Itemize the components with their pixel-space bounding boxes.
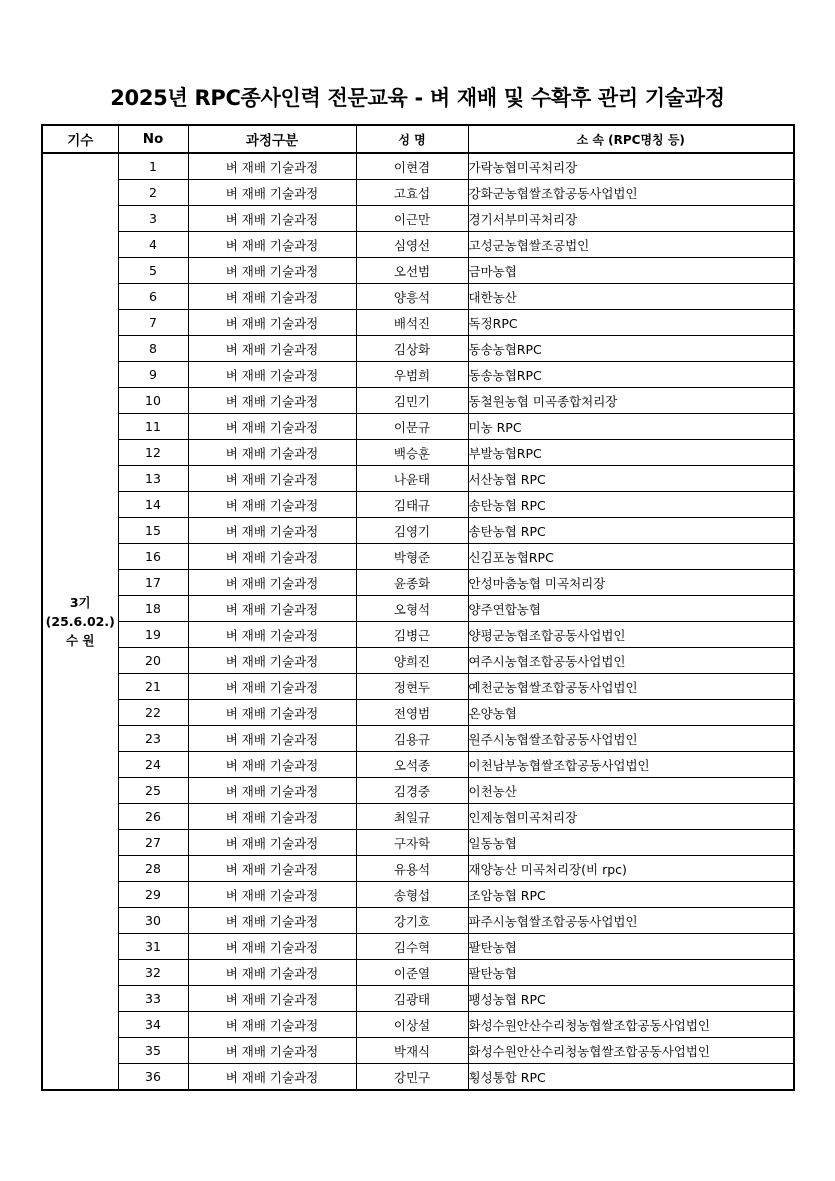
- table-row: [42, 362, 794, 388]
- header-name: 성 명: [356, 125, 468, 153]
- affiliation-cell: 서산농협 RPC: [468, 466, 794, 492]
- affiliation-cell: 팽성농협 RPC: [468, 986, 794, 1012]
- table-row: [42, 310, 794, 336]
- table-row: [42, 856, 794, 882]
- table-row: [42, 440, 794, 466]
- row-number-cell: 18: [118, 596, 188, 622]
- course-cell: 벼 재배 기술과정: [188, 674, 356, 700]
- course-cell: 벼 재배 기술과정: [188, 726, 356, 752]
- table-row: [42, 206, 794, 232]
- row-number-cell: 9: [118, 362, 188, 388]
- participant-table: [41, 124, 795, 1091]
- affiliation-cell: 일동농협: [468, 830, 794, 856]
- course-cell: 벼 재배 기술과정: [188, 466, 356, 492]
- name-cell: 심영선: [356, 232, 468, 258]
- row-number-cell: 4: [118, 232, 188, 258]
- course-cell: 벼 재배 기술과정: [188, 856, 356, 882]
- table-row: [42, 882, 794, 908]
- header-generation: 기수: [42, 125, 118, 153]
- name-cell: 김태규: [356, 492, 468, 518]
- name-cell: 오석종: [356, 752, 468, 778]
- row-number-cell: 8: [118, 336, 188, 362]
- row-number-cell: 7: [118, 310, 188, 336]
- name-cell: 김민기: [356, 388, 468, 414]
- name-cell: 배석진: [356, 310, 468, 336]
- table-row: [42, 153, 794, 180]
- name-cell: 이상설: [356, 1012, 468, 1038]
- course-cell: 벼 재배 기술과정: [188, 882, 356, 908]
- row-number-cell: 10: [118, 388, 188, 414]
- name-cell: 김용규: [356, 726, 468, 752]
- row-number-cell: 6: [118, 284, 188, 310]
- header-affiliation: 소 속 (RPC명칭 등): [468, 125, 794, 153]
- affiliation-cell: 팔탄농협: [468, 960, 794, 986]
- table-row: [42, 180, 794, 206]
- affiliation-cell: 예천군농협쌀조합공동사업법인: [468, 674, 794, 700]
- name-cell: 정현두: [356, 674, 468, 700]
- affiliation-cell: 여주시농협조합공동사업법인: [468, 648, 794, 674]
- affiliation-cell: 독정RPC: [468, 310, 794, 336]
- name-cell: 이현겸: [356, 153, 468, 180]
- table-row: [42, 466, 794, 492]
- name-cell: 이준열: [356, 960, 468, 986]
- course-cell: 벼 재배 기술과정: [188, 336, 356, 362]
- row-number-cell: 32: [118, 960, 188, 986]
- table-row: [42, 934, 794, 960]
- affiliation-cell: 가락농협미곡처리장: [468, 153, 794, 180]
- table-row: [42, 414, 794, 440]
- course-cell: 벼 재배 기술과정: [188, 778, 356, 804]
- table-row: [42, 960, 794, 986]
- row-number-cell: 36: [118, 1064, 188, 1091]
- table-row: [42, 700, 794, 726]
- table-row: [42, 544, 794, 570]
- row-number-cell: 5: [118, 258, 188, 284]
- table-row: [42, 752, 794, 778]
- document-title: 2025년 RPC종사인력 전문교육 - 벼 재배 및 수확후 관리 기술과정: [110, 86, 725, 110]
- table-row: [42, 648, 794, 674]
- table-row: [42, 674, 794, 700]
- generation-cell: [42, 153, 118, 1090]
- affiliation-cell: 고성군농협쌀조공법인: [468, 232, 794, 258]
- course-cell: 벼 재배 기술과정: [188, 908, 356, 934]
- affiliation-cell: 화성수원안산수리청농협쌀조합공동사업법인: [468, 1012, 794, 1038]
- course-cell: 벼 재배 기술과정: [188, 700, 356, 726]
- affiliation-cell: 양주연합농협: [468, 596, 794, 622]
- affiliation-cell: 온양농협: [468, 700, 794, 726]
- course-cell: 벼 재배 기술과정: [188, 492, 356, 518]
- name-cell: 송형섭: [356, 882, 468, 908]
- course-cell: 벼 재배 기술과정: [188, 232, 356, 258]
- row-number-cell: 21: [118, 674, 188, 700]
- row-number-cell: 12: [118, 440, 188, 466]
- name-cell: 김수혁: [356, 934, 468, 960]
- row-number-cell: 20: [118, 648, 188, 674]
- name-cell: 고효섭: [356, 180, 468, 206]
- name-cell: 오선범: [356, 258, 468, 284]
- table-row: [42, 518, 794, 544]
- course-cell: 벼 재배 기술과정: [188, 622, 356, 648]
- name-cell: 유용석: [356, 856, 468, 882]
- course-cell: 벼 재배 기술과정: [188, 986, 356, 1012]
- row-number-cell: 24: [118, 752, 188, 778]
- course-cell: 벼 재배 기술과정: [188, 518, 356, 544]
- row-number-cell: 35: [118, 1038, 188, 1064]
- course-cell: 벼 재배 기술과정: [188, 388, 356, 414]
- affiliation-cell: 미농 RPC: [468, 414, 794, 440]
- affiliation-cell: 양평군농협조합공동사업법인: [468, 622, 794, 648]
- name-cell: 이근만: [356, 206, 468, 232]
- course-cell: 벼 재배 기술과정: [188, 206, 356, 232]
- name-cell: 윤종화: [356, 570, 468, 596]
- affiliation-cell: 안성마춤농협 미곡처리장: [468, 570, 794, 596]
- row-number-cell: 11: [118, 414, 188, 440]
- name-cell: 김병근: [356, 622, 468, 648]
- table-row: [42, 778, 794, 804]
- table-row: [42, 1012, 794, 1038]
- course-cell: 벼 재배 기술과정: [188, 362, 356, 388]
- affiliation-cell: 동철원농협 미곡종합처리장: [468, 388, 794, 414]
- row-number-cell: 23: [118, 726, 188, 752]
- table-row: [42, 232, 794, 258]
- row-number-cell: 25: [118, 778, 188, 804]
- name-cell: 양흥석: [356, 284, 468, 310]
- row-number-cell: 31: [118, 934, 188, 960]
- row-number-cell: 2: [118, 180, 188, 206]
- affiliation-cell: 동송농협RPC: [468, 362, 794, 388]
- generation-line1: 3기: [69, 595, 91, 610]
- row-number-cell: 1: [118, 153, 188, 180]
- table-row: [42, 284, 794, 310]
- row-number-cell: 3: [118, 206, 188, 232]
- table-row: [42, 1064, 794, 1091]
- affiliation-cell: 송탄농협 RPC: [468, 518, 794, 544]
- name-cell: 박재식: [356, 1038, 468, 1064]
- table-row: [42, 388, 794, 414]
- row-number-cell: 26: [118, 804, 188, 830]
- course-cell: 벼 재배 기술과정: [188, 414, 356, 440]
- row-number-cell: 22: [118, 700, 188, 726]
- course-cell: 벼 재배 기술과정: [188, 1038, 356, 1064]
- name-cell: 오형석: [356, 596, 468, 622]
- row-number-cell: 16: [118, 544, 188, 570]
- name-cell: 전영범: [356, 700, 468, 726]
- name-cell: 이문규: [356, 414, 468, 440]
- name-cell: 김광태: [356, 986, 468, 1012]
- affiliation-cell: 원주시농협쌀조합공동사업법인: [468, 726, 794, 752]
- name-cell: 우범희: [356, 362, 468, 388]
- name-cell: 최일규: [356, 804, 468, 830]
- course-cell: 벼 재배 기술과정: [188, 570, 356, 596]
- course-cell: 벼 재배 기술과정: [188, 960, 356, 986]
- row-number-cell: 34: [118, 1012, 188, 1038]
- affiliation-cell: 인제농협미곡처리장: [468, 804, 794, 830]
- name-cell: 양희진: [356, 648, 468, 674]
- affiliation-cell: 이천남부농협쌀조합공동사업법인: [468, 752, 794, 778]
- table-row: [42, 336, 794, 362]
- name-cell: 김영기: [356, 518, 468, 544]
- course-cell: 벼 재배 기술과정: [188, 596, 356, 622]
- affiliation-cell: 경기서부미곡처리장: [468, 206, 794, 232]
- affiliation-cell: 동송농협RPC: [468, 336, 794, 362]
- table-row: [42, 492, 794, 518]
- row-number-cell: 19: [118, 622, 188, 648]
- row-number-cell: 15: [118, 518, 188, 544]
- affiliation-cell: 재양농산 미곡처리장(비 rpc): [468, 856, 794, 882]
- course-cell: 벼 재배 기술과정: [188, 440, 356, 466]
- table-header-row: [42, 125, 794, 153]
- table-row: [42, 726, 794, 752]
- course-cell: 벼 재배 기술과정: [188, 180, 356, 206]
- course-cell: 벼 재배 기술과정: [188, 544, 356, 570]
- row-number-cell: 13: [118, 466, 188, 492]
- course-cell: 벼 재배 기술과정: [188, 648, 356, 674]
- affiliation-cell: 대한농산: [468, 284, 794, 310]
- course-cell: 벼 재배 기술과정: [188, 804, 356, 830]
- table-row: [42, 908, 794, 934]
- row-number-cell: 14: [118, 492, 188, 518]
- row-number-cell: 33: [118, 986, 188, 1012]
- row-number-cell: 29: [118, 882, 188, 908]
- course-cell: 벼 재배 기술과정: [188, 284, 356, 310]
- table-row: [42, 570, 794, 596]
- row-number-cell: 17: [118, 570, 188, 596]
- course-cell: 벼 재배 기술과정: [188, 830, 356, 856]
- table-body: [42, 153, 794, 1090]
- table-row: [42, 258, 794, 284]
- course-cell: 벼 재배 기술과정: [188, 310, 356, 336]
- affiliation-cell: 횡성통합 RPC: [468, 1064, 794, 1091]
- affiliation-cell: 송탄농협 RPC: [468, 492, 794, 518]
- table-row: [42, 804, 794, 830]
- name-cell: 강민구: [356, 1064, 468, 1091]
- name-cell: 나윤태: [356, 466, 468, 492]
- affiliation-cell: 이천농산: [468, 778, 794, 804]
- course-cell: 벼 재배 기술과정: [188, 153, 356, 180]
- name-cell: 김경중: [356, 778, 468, 804]
- table-row: [42, 622, 794, 648]
- name-cell: 강기호: [356, 908, 468, 934]
- table-row: [42, 986, 794, 1012]
- name-cell: 백승훈: [356, 440, 468, 466]
- course-cell: 벼 재배 기술과정: [188, 934, 356, 960]
- row-number-cell: 30: [118, 908, 188, 934]
- name-cell: 김상화: [356, 336, 468, 362]
- affiliation-cell: 화성수원안산수리청농협쌀조합공동사업법인: [468, 1038, 794, 1064]
- affiliation-cell: 팔탄농협: [468, 934, 794, 960]
- generation-line2: (25.6.02.): [45, 614, 115, 629]
- affiliation-cell: 강화군농협쌀조합공동사업법인: [468, 180, 794, 206]
- table-row: [42, 830, 794, 856]
- affiliation-cell: 파주시농협쌀조합공동사업법인: [468, 908, 794, 934]
- name-cell: 박형준: [356, 544, 468, 570]
- table-row: [42, 596, 794, 622]
- name-cell: 구자학: [356, 830, 468, 856]
- course-cell: 벼 재배 기술과정: [188, 258, 356, 284]
- affiliation-cell: 신김포농협RPC: [468, 544, 794, 570]
- row-number-cell: 28: [118, 856, 188, 882]
- header-no: No: [118, 125, 188, 153]
- affiliation-cell: 부발농협RPC: [468, 440, 794, 466]
- course-cell: 벼 재배 기술과정: [188, 1064, 356, 1091]
- course-cell: 벼 재배 기술과정: [188, 1012, 356, 1038]
- course-cell: 벼 재배 기술과정: [188, 752, 356, 778]
- generation-line3: 수 원: [65, 633, 95, 648]
- affiliation-cell: 조암농협 RPC: [468, 882, 794, 908]
- header-course: 과정구분: [188, 125, 356, 153]
- affiliation-cell: 금마농협: [468, 258, 794, 284]
- table-row: [42, 1038, 794, 1064]
- row-number-cell: 27: [118, 830, 188, 856]
